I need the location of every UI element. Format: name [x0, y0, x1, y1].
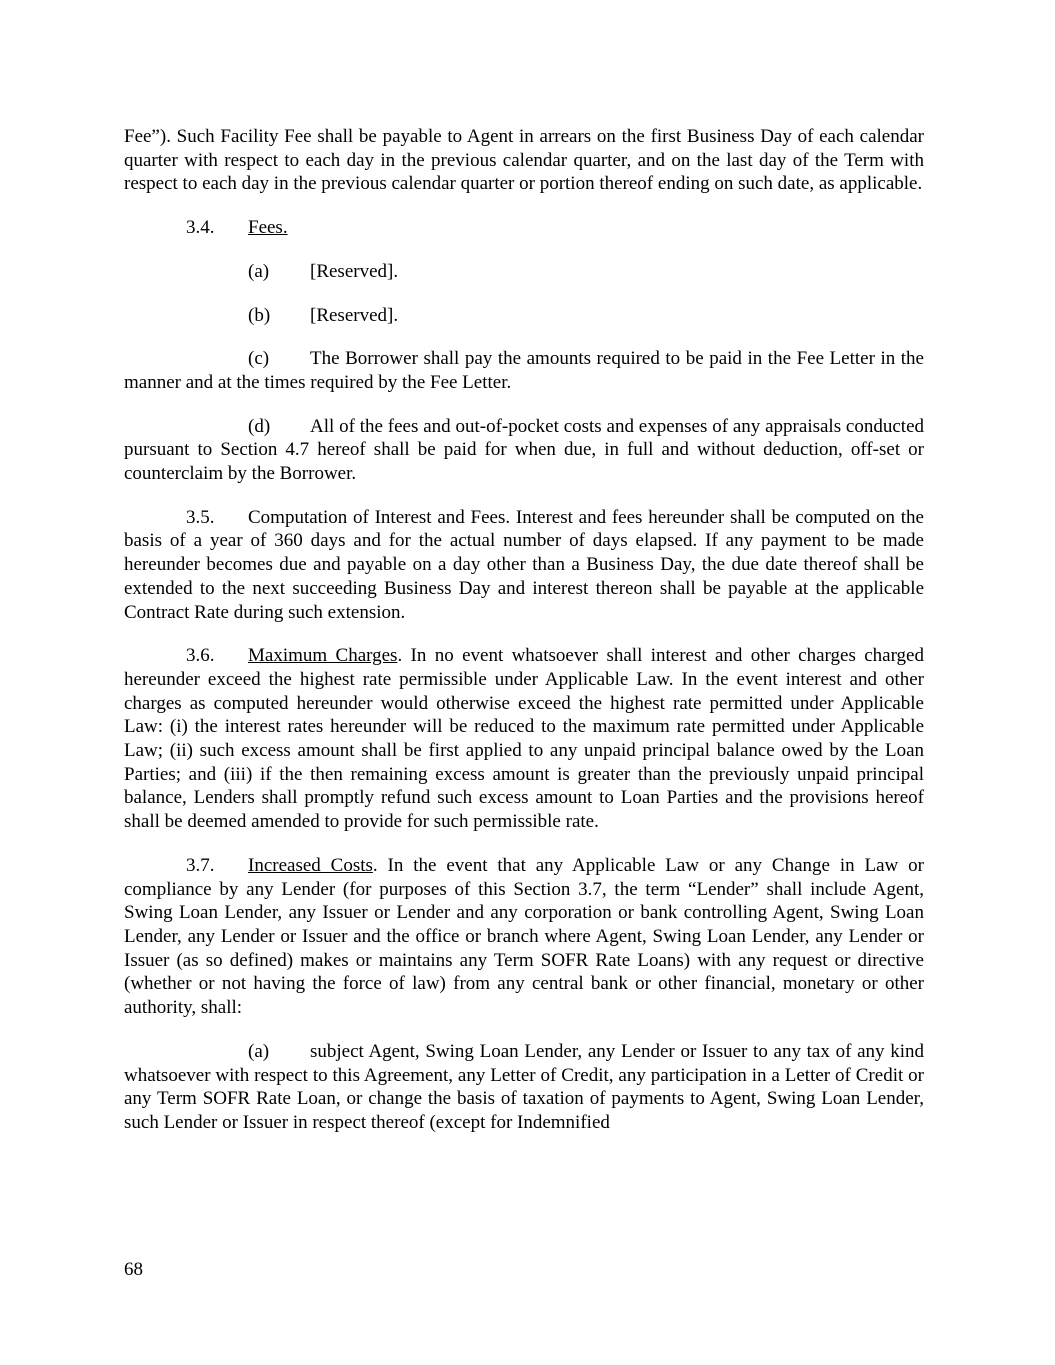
section-text: Computation of Interest and Fees. Interest and fees hereunder shall be computed on the basis of a year of 360 days and for the actual number of days elapsed. If any payment to be made hereunder becomes due and payable on a day other than a Business Day, the due date thereof shall be extended to the next succeeding Business Day and interest thereon shall be payable at the applicable Contract Rate during such extension.	[124, 506, 924, 623]
section-title: Increased Costs	[248, 854, 373, 876]
clause-3-7-a	[124, 1040, 924, 1135]
section-number: 3.6.	[186, 645, 215, 667]
section-number: 3.4.	[186, 217, 215, 239]
clause-text: All of the fees and out-of-pocket costs and expenses of any appraisals conducted pursuant to Section 4.7 hereof shall be paid for when due, in full and without deduction, off-set or counterclaim by the Borrower.	[124, 415, 924, 485]
paragraph-facility-fee-continued: Fee”). Such Facility Fee shall be payable to Agent in arrears on the first Business Day of each calendar quarter with respect to each day in the previous calendar quarter, and on the last day of the Term with respect to each day in the previous calendar quarter or portion thereof ending on such date, as applicable.	[124, 126, 924, 195]
section-text: . In the event that any Applicable Law or any Change in Law or compliance by any Lender (for purposes of this Section 3.7, the term “Lender” shall include Agent, Swing Loan Lender, any Issuer or Lender and any corporation or bank controlling Agent, Swing Loan Lender, any Lender or Issuer and the office or branch where Agent, Swing Loan Lender, any Lender or Issuer (as so defined) makes or maintains any Term SOFR Rate Loans) with any request or directive (whether or not having the force of law) from any central bank or other financial, monetary or other authority, shall:	[124, 854, 924, 1019]
document-body	[124, 125, 924, 1155]
clause-text: [Reserved].	[310, 304, 399, 326]
clause-number: (d)	[248, 415, 271, 437]
clause-number: (a)	[248, 260, 270, 282]
section-number: 3.5.	[186, 506, 215, 528]
clause-text: [Reserved].	[310, 260, 399, 282]
section-3-6	[124, 644, 924, 834]
section-3-4-heading	[124, 216, 924, 240]
section-3-7	[124, 854, 924, 1020]
clause-text: The Borrower shall pay the amounts required to be paid in the Fee Letter in the manner and at the times required by the Fee Letter.	[124, 348, 924, 393]
clause-text: subject Agent, Swing Loan Lender, any Lender or Issuer to any tax of any kind whatsoever with respect to this Agreement, any Letter of Credit, any participation in a Letter of Credit or any Term SOFR Rate Loan, or change the basis of taxation of payments to Agent, Swing Loan Lender, such Lender or Issuer in respect thereof (except for Indemnified	[124, 1040, 924, 1133]
clause-3-4-a	[124, 260, 924, 284]
clause-number: (c)	[248, 348, 270, 370]
clause-3-4-b	[124, 304, 924, 328]
section-title: Maximum Charges	[248, 645, 398, 667]
clause-number: (a)	[248, 1040, 270, 1062]
clause-3-4-c	[124, 347, 924, 394]
section-text: . In no event whatsoever shall interest and other charges charged hereunder exceed the highest rate permissible under Applicable Law. In the event interest and other charges as computed hereunder would otherwise exceed the highest rate permitted under Applicable Law: (i) the interest rates hereunder will be reduced to the maximum rate permitted under Applicable Law; (ii) such excess amount shall be first applied to any unpaid principal balance owed by the Loan Parties; and (iii) if the then remaining excess amount is greater than the previously unpaid principal balance, Lenders shall promptly refund such excess amount to Loan Parties and the provisions hereof shall be deemed amended to provide for such permissible rate.	[124, 645, 924, 833]
section-number: 3.7.	[186, 854, 215, 876]
clause-3-4-d	[124, 415, 924, 486]
clause-number: (b)	[248, 304, 271, 326]
section-title: Fees.	[248, 217, 288, 239]
section-3-5	[124, 506, 924, 625]
page-number: 68	[124, 1259, 143, 1280]
